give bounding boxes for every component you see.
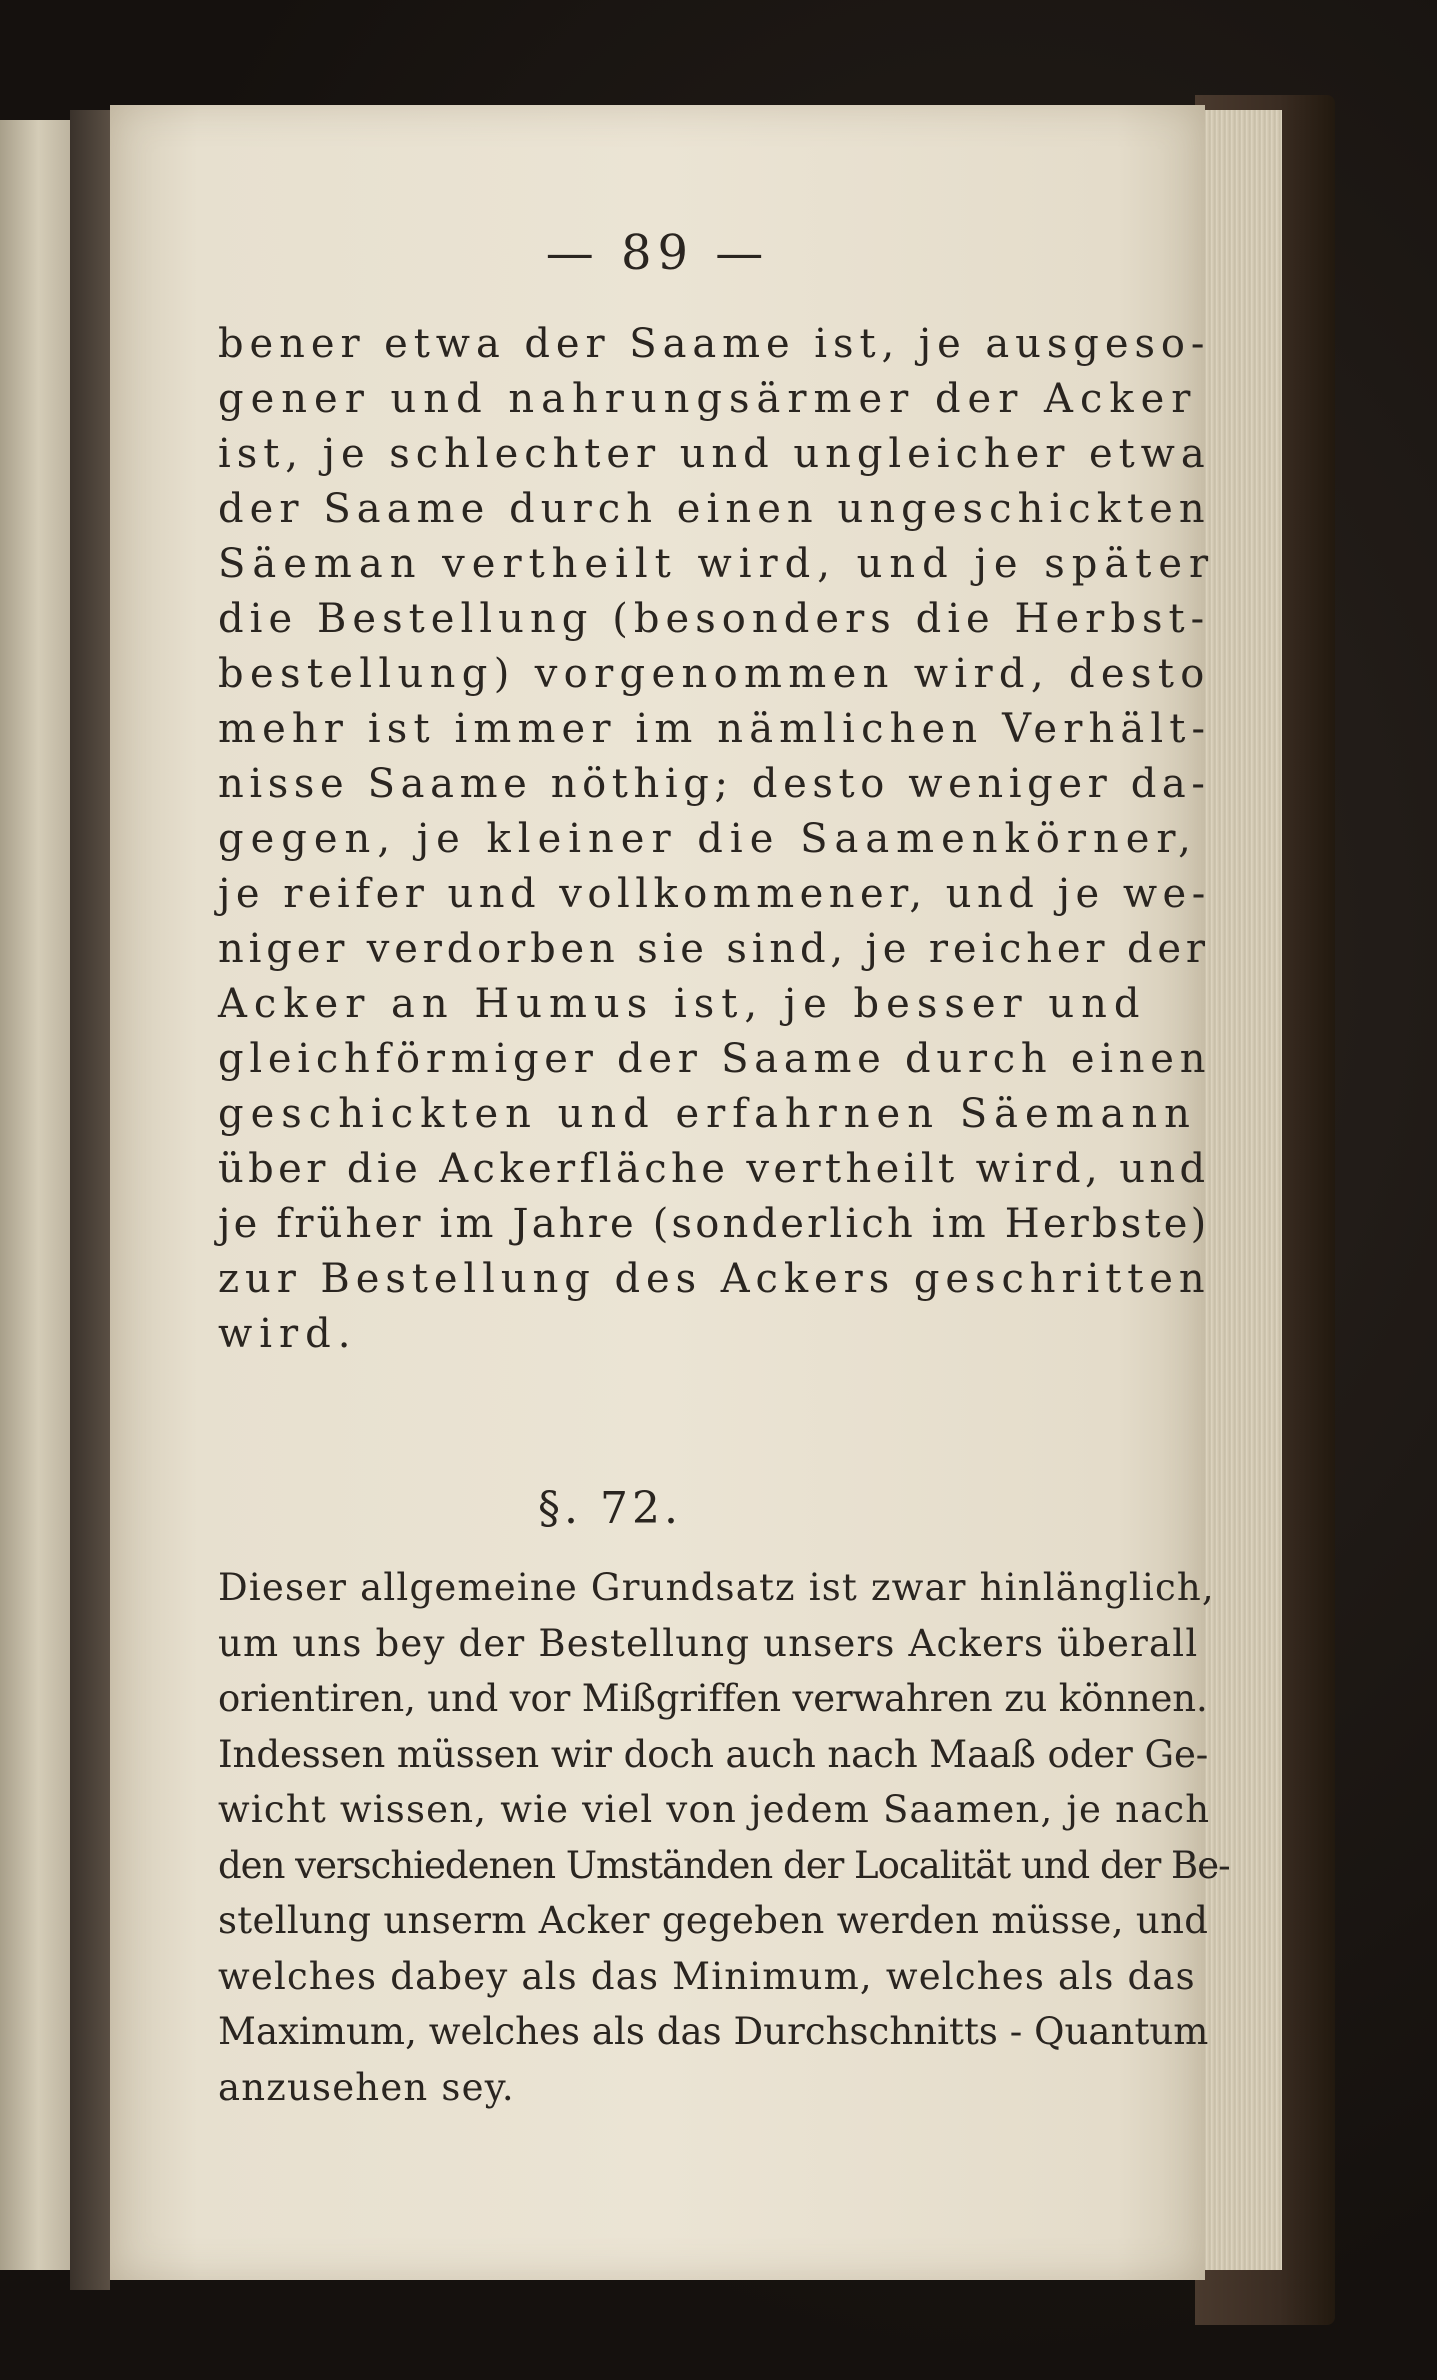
text-line: stellung unserm Acker gegeben werden müsse, und <box>218 1899 1209 1942</box>
text-line: Acker an Humus ist, je besser und <box>218 981 1147 1027</box>
book-gutter <box>70 110 110 2290</box>
text-line: über die Ackerfläche vertheilt wird, und <box>218 1146 1210 1192</box>
text-line: gegen, je kleiner die Saamenkörner, <box>218 816 1198 862</box>
text-line: der Saame durch einen ungeschickten <box>218 486 1211 532</box>
text-line: niger verdorben sie sind, je reicher der <box>218 926 1210 972</box>
text-line: geschickten und erfahrnen Säemann <box>218 1091 1197 1137</box>
text-line: Dieser allgemeine Grundsatz ist zwar hinlänglich, <box>218 1566 1215 1609</box>
text-line: bener etwa der Saame ist, je ausgeso- <box>218 321 1211 367</box>
text-line: Indessen müssen wir doch auch nach Maaß oder Ge- <box>218 1732 1209 1776</box>
text-line: gleichförmiger der Saame durch einen <box>218 1036 1212 1082</box>
continued-paragraph <box>218 317 1218 1362</box>
text-line: Säeman vertheilt wird, und je später <box>218 541 1216 587</box>
text-line: wird. <box>218 1311 358 1357</box>
text-line: mehr ist immer im nämlichen Verhält- <box>218 706 1212 752</box>
text-line: nisse Saame nöthig; desto weniger da- <box>218 761 1211 807</box>
text-line: den verschiedenen Umständen der Localität und der Be- <box>218 1843 1230 1887</box>
text-line: Maximum, welches als das Durchschnitts - Quantum <box>218 2010 1209 2053</box>
text-line: zur Bestellung des Ackers geschritten <box>218 1256 1211 1302</box>
text-line: die Bestellung (besonders die Herbst- <box>218 596 1211 642</box>
text-line: gener und nahrungsärmer der Acker <box>218 376 1198 422</box>
text-line: je früher im Jahre (sonderlich im Herbste) <box>218 1201 1210 1247</box>
text-line: orientiren, und vor Mißgriffen verwahren zu können. <box>218 1677 1208 1720</box>
text-line: wicht wissen, wie viel von jedem Saamen, je nach <box>218 1788 1211 1831</box>
section-paragraph <box>218 1560 1230 2115</box>
facing-page-edge <box>0 120 73 2270</box>
section-heading: §. 72. <box>538 1483 682 1534</box>
text-line: ist, je schlechter und ungleicher etwa <box>218 431 1211 477</box>
page-content <box>218 105 1230 2280</box>
page-number: — 89 — <box>545 225 770 281</box>
text-line: bestellung) vorgenommen wird, desto <box>218 651 1211 697</box>
text-line: welches dabey als das Minimum, welches als das <box>218 1954 1196 1998</box>
text-line: um uns bey der Bestellung unsers Ackers überall <box>218 1621 1199 1665</box>
book-page <box>110 105 1230 2280</box>
text-line: je reifer und vollkommener, und je we- <box>218 871 1211 917</box>
text-line: anzusehen sey. <box>218 2065 515 2109</box>
